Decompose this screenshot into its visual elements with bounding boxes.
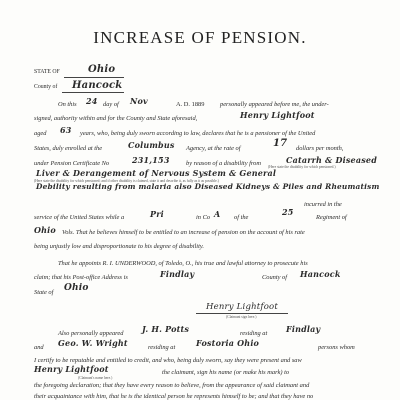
witness4-caption: (Claimant's name here.) [78,376,113,380]
po-county-value: Hancock [300,269,341,279]
regiment-number: 25 [282,207,294,217]
line3-text: years, who, being duly sworn according to law, declares that he is a pensioner of the United [80,130,316,137]
declarant-name: Henry Lightfoot [240,110,315,120]
company-value: A [214,209,221,219]
line5-text-a: under Pension Certificate No [34,160,110,167]
witness1-text-b: residing at [240,330,268,337]
line13-text: State of [34,289,54,296]
state-underline [64,77,124,78]
line9-text: Vols. That he believes himself to be entitled to an increase of pension on the account of his rate [62,229,305,236]
line1-text: personally appeared before me, the under- [220,101,329,108]
line4-text-a: States, duly enrolled at the [34,145,103,152]
witness1-residence: Findlay [286,324,321,334]
witness5-text: the foregoing declaration; that they have every reason to believe, from the appearance of said claimant and [34,382,310,389]
witness1-name: J. H. Potts [142,324,190,334]
rank-value: Pri [150,209,164,219]
disability-caption: (Here state the disability for which pensioned.) [268,165,336,169]
disability-1: Catarrh & Diseased [286,155,378,165]
witness2-name: Geo. W. Wright [58,338,128,348]
agency-value: Columbus [128,140,175,150]
witness2-text-a: and [34,344,44,351]
line10-text: being unjustly low and disproportionate to his degree of disability. [34,243,204,250]
day-value: 24 [86,96,98,106]
witness2-residence: Fostoria Ohio [196,338,260,348]
po-state-value: Ohio [64,283,89,293]
disability-3: Debility resulting from malaria also Diseased Kidneys & Piles and Rheumatism [36,182,380,191]
county-value: Hancock [72,80,123,91]
line8-text-d: Regiment of [316,214,347,221]
document-title: INCREASE OF PENSION. [93,28,307,47]
ad-text: A. D. 1889 [176,101,205,108]
line8-text-a: service of the United States while a [34,214,125,221]
line5-text-b: by reason of a disability from [186,160,261,167]
line2-text: signed, authority within and for the County and State aforesaid, [34,115,198,122]
claimant-signature: Henry Lightfoot [206,302,278,312]
disability-2: Liver & Derangement of Nervous System & General [36,168,277,178]
line8-text-c: of the [234,214,249,221]
witness6-text: their acquaintance with him, that he is the identical person he represents himself to be; and that they have no [34,393,314,400]
line8-text-b: in Co [196,214,211,221]
on-this-text: On this [58,101,77,108]
regiment-state: Ohio [34,225,56,235]
witness-claimant-name: Henry Lightfoot [34,364,109,374]
witness4-text: the claimant, sign his name (or make his mark) to [162,369,290,376]
signature-underline [196,313,288,314]
witness3-text: I certify to be reputable and entitled to credit, and who, being duly sworn, say they were present and saw [34,357,302,364]
post-office-value: Findlay [160,269,195,279]
incurred-text: incurred in the [304,201,342,208]
age-value: 63 [60,125,72,135]
claimant-caption: (Claimant sign here.) [226,315,257,319]
certificate-number: 231,153 [132,155,170,165]
county-label: County of [34,84,58,90]
attorney-text: That he appoints R. I. UNDERWOOD, of Toledo, O., his true and lawful attorney to prosecute his [58,260,308,267]
county-underline [62,92,124,93]
state-label: STATE OF [34,69,60,75]
day-of-text: day of [103,101,119,108]
line4-text-c: dollars per month, [296,145,344,152]
witness2-text-c: persons whom [318,344,355,351]
aged-text: aged [34,130,47,137]
line4-text-b: Agency, at the rate of [186,145,241,152]
witness1-text-a: Also personally appeared [58,330,124,337]
disability-caption-2: (Here state the disability for which pensioned; and if other disability is claimed, state it and describe it, as fully as it as possible.) [34,179,219,183]
state-value: Ohio [88,64,116,75]
line12-text-a: claim; that his Post-office Address is [34,274,128,281]
rate-value: 17 [273,138,288,149]
line12-text-b: County of [262,274,288,281]
month-value: Nov [130,96,148,106]
witness2-text-b: residing at [148,344,176,351]
